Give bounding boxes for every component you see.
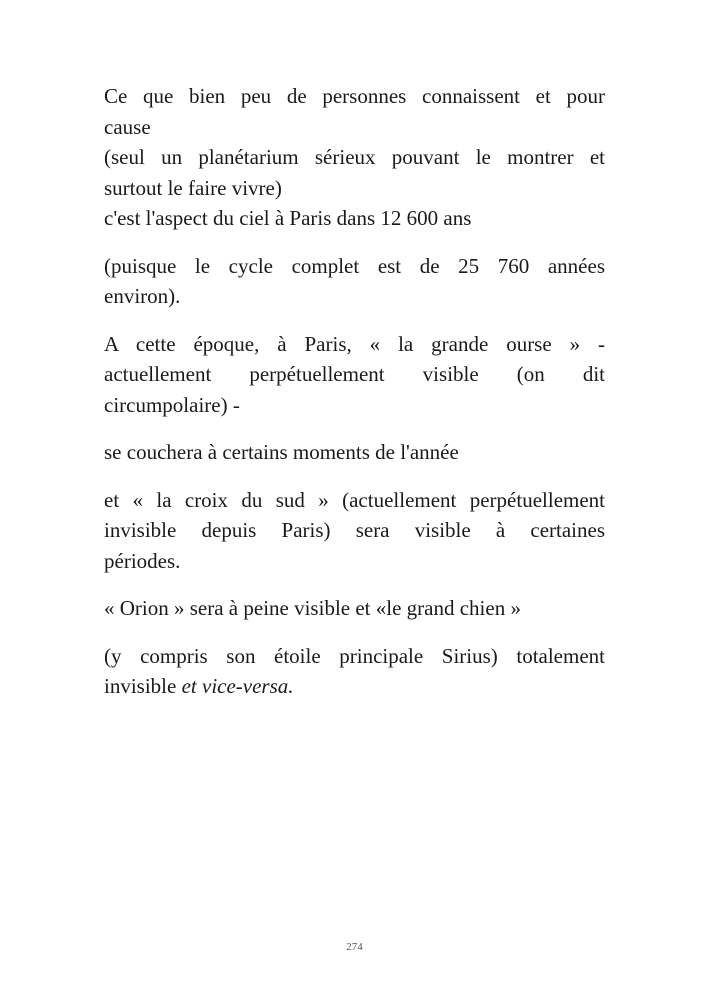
- page-body: [104, 81, 605, 719]
- text-line: Ce que bien peu de personnes connaissent et pour: [104, 84, 605, 108]
- paragraph-1: [104, 81, 605, 234]
- text-line: périodes.: [104, 548, 181, 573]
- paragraph-7: [104, 641, 605, 702]
- paragraph-5: [104, 485, 605, 577]
- italic-text: et vice-versa.: [181, 674, 294, 698]
- text-line: et « la croix du sud » (actuellement perpétuellement: [104, 487, 605, 512]
- text-line: (y compris son étoile principale Sirius) totalement: [104, 643, 605, 668]
- text-line: (seul un planétarium sérieux pouvant le montrer et: [104, 145, 605, 169]
- text-line: surtout le faire vivre): [104, 175, 282, 200]
- text-line: « Orion » sera à peine visible et «le grand chien »: [104, 596, 521, 620]
- paragraph-4: [104, 437, 605, 468]
- text-line: environ).: [104, 284, 181, 308]
- text-fragment: invisible: [104, 674, 182, 698]
- text-line: actuellement perpétuellement visible (on dit: [104, 362, 605, 386]
- paragraph-2: [104, 251, 605, 312]
- paragraph-3: [104, 329, 605, 421]
- page-number: 274: [346, 941, 363, 953]
- text-line: (puisque le cycle complet est de 25 760 années: [104, 253, 605, 278]
- text-line: circumpolaire) -: [104, 392, 240, 417]
- text-line: se couchera à certains moments de l'année: [104, 440, 459, 464]
- text-line: A cette époque, à Paris, « la grande ourse » -: [104, 331, 605, 356]
- text-line: cause: [104, 114, 151, 139]
- paragraph-6: [104, 593, 605, 624]
- text-line: [104, 671, 605, 702]
- text-line: invisible depuis Paris) sera visible à certaines: [104, 518, 605, 542]
- text-line: c'est l'aspect du ciel à Paris dans 12 600 ans: [104, 206, 472, 230]
